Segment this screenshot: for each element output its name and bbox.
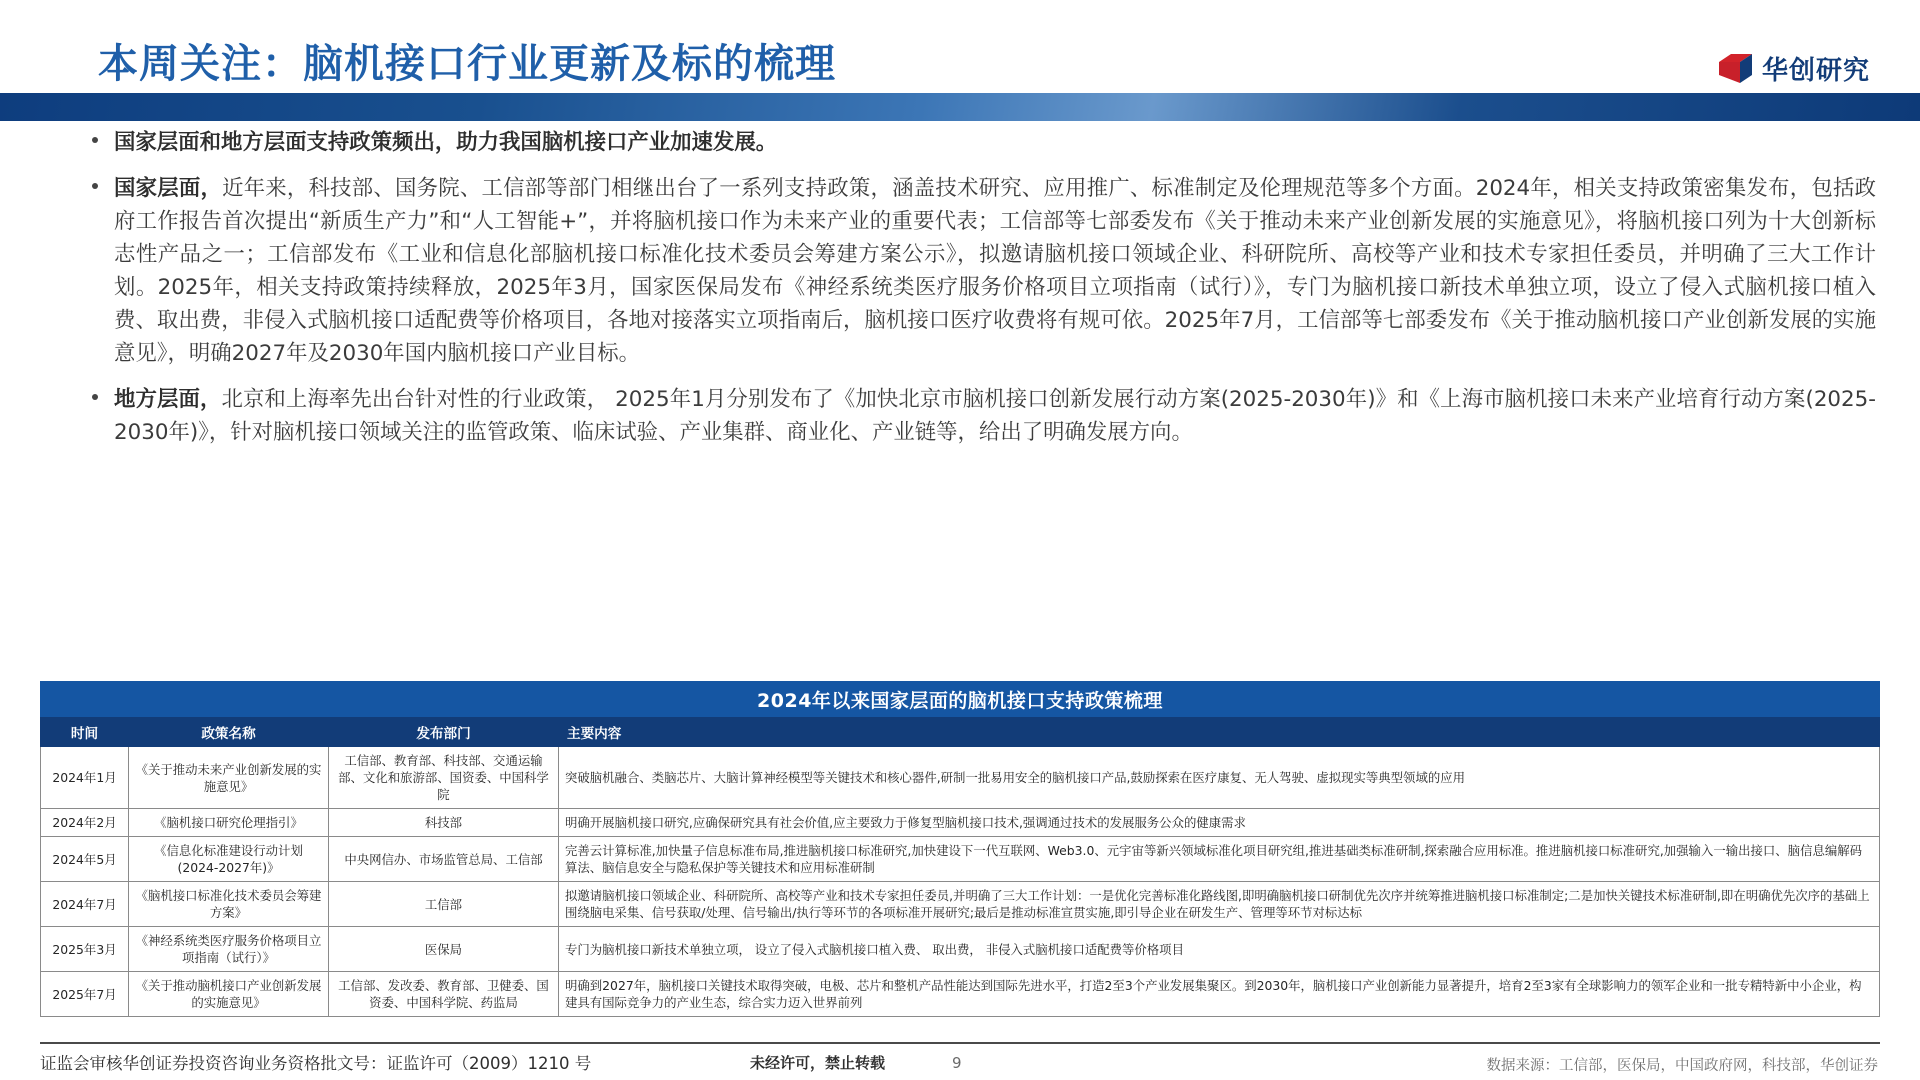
cell-content: 明确开展脑机接口研究,应确保研究具有社会价值,应主要致力于修复型脑机接口技术,强调通过技术的发展服务公众的健康需求 xyxy=(559,809,1880,837)
header-gradient-band xyxy=(0,93,1920,121)
footer-license-text: 证监会审核华创证券投资咨询业务资格批文号：证监许可（2009）1210 号 xyxy=(40,1054,592,1073)
cell-dept: 工信部、教育部、科技部、交通运输部、文化和旅游部、国资委、中国科学院 xyxy=(329,747,559,809)
table-row xyxy=(41,837,1880,882)
bullet-strong: 地方层面， xyxy=(114,387,222,412)
bullet-item xyxy=(0,172,1920,370)
footer-copyright-notice: 未经许可，禁止转载 xyxy=(750,1054,886,1072)
table-header-row xyxy=(41,718,1880,747)
bullet-dot-icon xyxy=(92,183,98,189)
bullet-rest: 近年来，科技部、国务院、工信部等部门相继出台了一系列支持政策，涵盖技术研究、应用推广、标准制定及伦理规范等多个方面。2024年，相关支持政策密集发布，包括政府工作报告首次提出“新质生产力”和“人工智能+”，并将脑机接口作为未来产业的重要代表；工信部等七部委发布《关于推动未来产业创新发展的实施意见》，将脑机接口列为十大创新标志性产品之一；工信部发布《工业和信息化部脑机接口标准化技术委员会筹建方案公示》，拟邀请脑机接口领域企业、科研院所、高校等产业和技术专家担任委员，并明确了三大工作计划。2025年，相关支持政策持续释放，2025年3月，国家医保局发布《神经系统类医疗服务价格项目立项指南（试行）》，专门为脑机接口新技术单独立项，设立了侵入式脑机接口植入费、取出费，非侵入式脑机接口适配费等价格项目，各地对接落实立项指南后，脑机接口医疗收费将有规可依。2025年7月，工信部等七部委发布《关于推动脑机接口产业创新发展的实施意见》，明确2027年及2030年国内脑机接口产业目标。 xyxy=(114,176,1876,366)
table-row xyxy=(41,972,1880,1017)
table-caption: 2024年以来国家层面的脑机接口支持政策梳理 xyxy=(40,681,1880,717)
cell-name: 《脑机接口标准化技术委员会筹建方案》 xyxy=(129,882,329,927)
cell-content: 突破脑机融合、类脑芯片、大脑计算神经模型等关键技术和核心器件,研制一批易用安全的脑机接口产品,鼓励探索在医疗康复、无人驾驶、虚拟现实等典型领域的应用 xyxy=(559,747,1880,809)
cell-time: 2024年7月 xyxy=(41,882,129,927)
footer-data-source: 数据来源：工信部，医保局，中国政府网，科技部，华创证券 xyxy=(1486,1058,1878,1074)
cell-content: 明确到2027年，脑机接口关键技术取得突破，电极、芯片和整机产品性能达到国际先进水平，打造2至3个产业发展集聚区。到2030年，脑机接口产业创新能力显著提升，培育2至3家有全球影响力的领军企业和一批专精特新中小企业，构建具有国际竞争力的产业生态，综合实力迈入世界前列 xyxy=(559,972,1880,1017)
bullet-dot-icon xyxy=(92,394,98,400)
table-row xyxy=(41,882,1880,927)
slide-footer xyxy=(0,1042,1920,1080)
cube-logo-icon xyxy=(1719,54,1753,84)
brand-logo xyxy=(1719,50,1870,87)
footer-divider xyxy=(40,1042,1880,1044)
policy-table xyxy=(40,717,1880,1017)
bullet-text xyxy=(114,172,1876,370)
column-header-name: 政策名称 xyxy=(129,718,329,747)
bullet-dot-icon xyxy=(92,137,98,143)
bullet-strong: 国家层面， xyxy=(114,176,223,201)
cell-time: 2024年1月 xyxy=(41,747,129,809)
cell-content: 拟邀请脑机接口领域企业、科研院所、高校等产业和技术专家担任委员,并明确了三大工作计划：一是优化完善标准化路线图,即明确脑机接口研制优先次序并统筹推进脑机接口标准制定;二是加快关键技术标准研制,即在明确优先次序的基础上围绕脑电采集、信号获取/处理、信号输出/执行等环节的各项标准开展研究;最后是推动标准宣贯实施,即引导企业在研发生产、管理等环节对标达标 xyxy=(559,882,1880,927)
table-row xyxy=(41,809,1880,837)
bullet-text xyxy=(114,383,1876,449)
column-header-dept: 发布部门 xyxy=(329,718,559,747)
cell-time: 2025年7月 xyxy=(41,972,129,1017)
cell-dept: 医保局 xyxy=(329,927,559,972)
cell-dept: 工信部 xyxy=(329,882,559,927)
cell-name: 《神经系统类医疗服务价格项目立项指南（试行）》 xyxy=(129,927,329,972)
column-header-content: 主要内容 xyxy=(559,718,1880,747)
cell-name: 《脑机接口研究伦理指引》 xyxy=(129,809,329,837)
column-header-time: 时间 xyxy=(41,718,129,747)
policy-table-block xyxy=(40,681,1880,1017)
cell-content: 专门为脑机接口新技术单独立项， 设立了侵入式脑机接口植入费、 取出费， 非侵入式脑机接口适配费等价格项目 xyxy=(559,927,1880,972)
table-row xyxy=(41,927,1880,972)
cell-time: 2024年5月 xyxy=(41,837,129,882)
cell-name: 《关于推动脑机接口产业创新发展的实施意见》 xyxy=(129,972,329,1017)
page-number: 9 xyxy=(952,1054,962,1072)
cell-dept: 工信部、发改委、教育部、卫健委、国资委、中国科学院、药监局 xyxy=(329,972,559,1017)
cell-time: 2025年3月 xyxy=(41,927,129,972)
slide-header xyxy=(0,0,1920,112)
logo-text: 华创研究 xyxy=(1761,56,1870,86)
cell-content: 完善云计算标准,加快量子信息标准布局,推进脑机接口标准研究,加快建设下一代互联网、Web3.0、元宇宙等新兴领域标准化项目研究组,推进基础类标准研制,探索融合应用标准。推进脑机接口标准研究,加强输入一输出接口、脑信息编解码算法、脑信息安全与隐私保护等关键技术和应用标准研制 xyxy=(559,837,1880,882)
cell-dept: 中央网信办、市场监管总局、工信部 xyxy=(329,837,559,882)
bullet-item xyxy=(0,383,1920,449)
cell-name: 《关于推动未来产业创新发展的实施意见》 xyxy=(129,747,329,809)
cell-time: 2024年2月 xyxy=(41,809,129,837)
bullet-item xyxy=(0,126,1920,159)
cell-name: 《信息化标准建设行动计划(2024-2027年)》 xyxy=(129,837,329,882)
slide-body xyxy=(0,126,1920,462)
bullet-strong: 国家层面和地方层面支持政策频出，助力我国脑机接口产业加速发展。 xyxy=(114,130,778,155)
bullet-text xyxy=(114,126,777,159)
table-row xyxy=(41,747,1880,809)
bullet-rest: 北京和上海率先出台针对性的行业政策， 2025年1月分别发布了《加快北京市脑机接口创新发展行动方案(2025-2030年)》和《上海市脑机接口未来产业培育行动方案(2025-2030年)》，针对脑机接口领域关注的监管政策、临床试验、产业集群、商业化、产业链等，给出了明确发展方向。 xyxy=(114,387,1876,445)
cell-dept: 科技部 xyxy=(329,809,559,837)
page-title: 本周关注：脑机接口行业更新及标的梳理 xyxy=(98,41,836,87)
